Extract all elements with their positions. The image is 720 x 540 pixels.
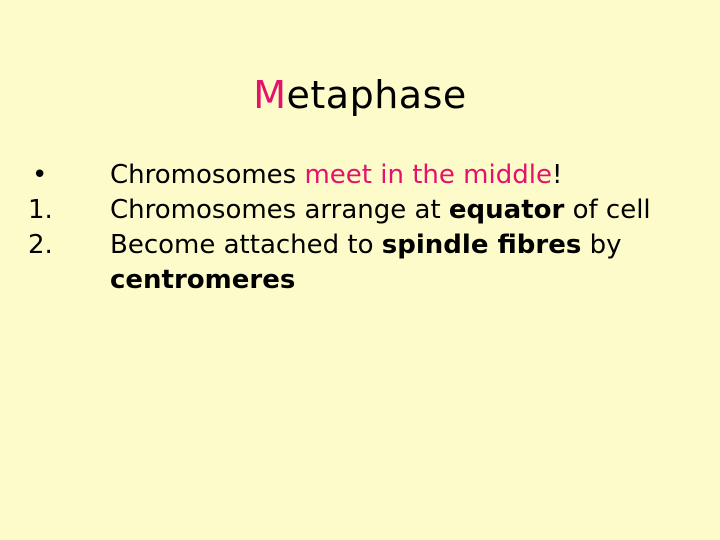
- list-item: [0, 228, 720, 298]
- list-item: [0, 158, 720, 193]
- list-item: [0, 193, 720, 228]
- text-run: of cell: [564, 195, 651, 225]
- text-run: Become attached to: [110, 230, 382, 260]
- keyword-text: centromeres: [110, 265, 296, 295]
- bullet-marker: •: [32, 160, 48, 190]
- text-run: Chromosomes arrange at: [110, 195, 449, 225]
- highlight-text: meet in the middle: [304, 160, 552, 190]
- list-item-text: [110, 158, 670, 193]
- list-item-text: [110, 193, 670, 228]
- keyword-text: equator: [448, 195, 565, 225]
- title-rest: etaphase: [286, 73, 467, 117]
- number-marker: 1.: [28, 195, 53, 225]
- list-item-text: [110, 228, 670, 298]
- title-first-letter: M: [253, 73, 287, 117]
- text-run: Chromosomes: [110, 160, 305, 190]
- text-run: !: [551, 160, 563, 190]
- text-run: by: [581, 230, 622, 260]
- keyword-text: spindle fibres: [381, 230, 582, 260]
- slide-title: [0, 66, 720, 124]
- number-marker: 2.: [28, 230, 53, 260]
- bullet-list: [0, 158, 720, 298]
